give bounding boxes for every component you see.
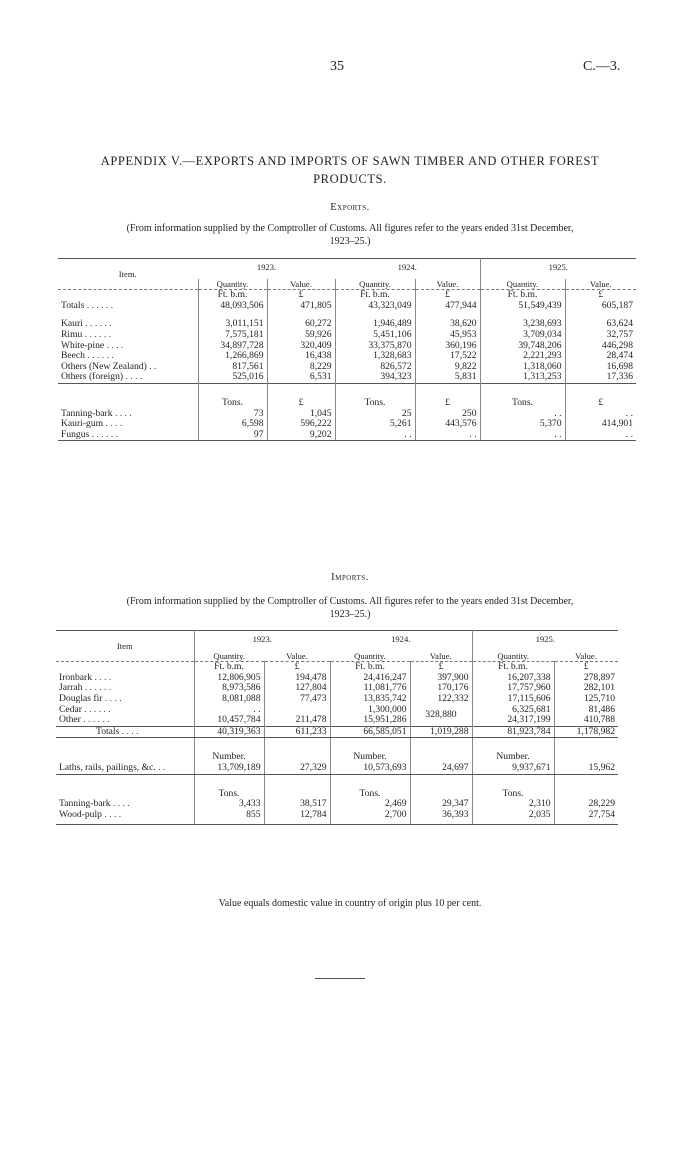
unit-label: £ [410, 662, 472, 673]
row-label: Other . . . . . . [59, 714, 110, 726]
table-cell: 73 [198, 409, 267, 420]
table-cell: 122,332 [410, 694, 472, 705]
table-cell: 127,804 [264, 683, 330, 694]
table-cell: 1,266,869 [198, 351, 267, 362]
table-cell: . . [480, 409, 565, 420]
imports-sub-quantity: Quantity. [330, 651, 410, 662]
unit-label: £ [415, 398, 480, 409]
table-cell: 1,318,060 [480, 362, 565, 373]
table-cell: 27,754 [554, 810, 618, 825]
table-cell: 394,323 [335, 372, 415, 383]
table-cell: 1,946,489 [335, 319, 415, 330]
table-cell: 125,710 [554, 694, 618, 705]
table-cell: 28,474 [565, 351, 636, 362]
table-cell: 605,187 [565, 301, 636, 312]
table-cell: 1,300,000 [330, 705, 410, 716]
table-cell: 33,375,870 [335, 341, 415, 352]
unit-label: £ [415, 290, 480, 301]
table-cell: 282,101 [554, 683, 618, 694]
exports-heading: Exports. [330, 202, 370, 213]
row-label: Rimu . . . . . . [61, 328, 112, 340]
imports-footnote: Value equals domestic value in country of origin plus 10 per cent. [218, 898, 482, 909]
unit-label: Ft. b.m. [330, 662, 410, 673]
table-cell: 16,698 [565, 362, 636, 373]
table-cell: . . [194, 705, 264, 716]
table-cell: 2,221,293 [480, 351, 565, 362]
table-row [56, 763, 618, 774]
table-cell: 250 [415, 409, 480, 420]
table-row [56, 715, 618, 726]
row-label: Wood-pulp . . . . [56, 810, 194, 825]
table-cell: 29,347 [410, 799, 472, 810]
row-label: Kauri . . . . . . [61, 318, 112, 330]
table-cell: 817,561 [198, 362, 267, 373]
table-cell: 443,576 [415, 419, 480, 430]
table-cell: 48,093,506 [198, 301, 267, 312]
exports-source-note [60, 222, 640, 248]
unit-label: Ft. b.m. [480, 290, 565, 301]
table-cell: 6,598 [198, 419, 267, 430]
table-cell: 8,081,088 [194, 694, 264, 705]
unit-label: £ [565, 398, 636, 409]
table-cell: 7,575,181 [198, 330, 267, 341]
row-label: Cedar . . . . . . [59, 703, 111, 715]
table-cell: 278,897 [554, 673, 618, 684]
unit-label: £ [565, 290, 636, 301]
table-cell: 11,081,776 [330, 683, 410, 694]
unit-label: Tons. [472, 789, 554, 800]
row-label: Beech . . . . . . [61, 350, 114, 362]
table-cell: . . [565, 430, 636, 441]
appendix-title-line1: APPENDIX V.—EXPORTS AND IMPORTS OF SAWN TIMBER AND OTHER FOREST [100, 154, 600, 168]
imports-col-item: Item [56, 631, 194, 662]
row-label: Others (foreign) . . . . [61, 371, 143, 383]
unit-label: Tons. [330, 789, 410, 800]
table-cell: 477,944 [415, 301, 480, 312]
exports-note-line1: (From information supplied by the Comptroller of Customs. All figures refer to the years ended 31st December, [126, 223, 574, 234]
exports-note-line2: 1923–25.) [329, 236, 371, 247]
imports-sub-quantity: Quantity. [194, 651, 264, 662]
table-cell: 77,473 [264, 694, 330, 705]
unit-label: Ft. b.m. [194, 662, 264, 673]
table-cell: 596,222 [267, 419, 335, 430]
table-cell: 6,531 [267, 372, 335, 383]
unit-label: Ft. b.m. [335, 290, 415, 301]
table-cell: 410,788 [554, 715, 618, 726]
table-cell: 51,549,439 [480, 301, 565, 312]
table-cell: 1,328,683 [335, 351, 415, 362]
imports-sub-quantity: Quantity. [472, 651, 554, 662]
unit-label: £ [264, 662, 330, 673]
exports-year-1923: 1923. [256, 262, 277, 272]
table-cell: 39,748,206 [480, 341, 565, 352]
table-cell: 45,953 [415, 330, 480, 341]
row-label: Tanning-bark . . . . [59, 798, 130, 810]
table-cell: 59,926 [267, 330, 335, 341]
end-rule [315, 978, 365, 979]
table-cell: 3,238,693 [480, 319, 565, 330]
table-row [56, 694, 618, 705]
table-cell: 17,522 [415, 351, 480, 362]
table-cell: 9,937,671 [472, 763, 554, 774]
table-cell: 97 [198, 430, 267, 441]
unit-label: £ [554, 662, 618, 673]
table-cell: 3,709,034 [480, 330, 565, 341]
table-cell: . . [415, 430, 480, 441]
table-cell: 397,900 [410, 673, 472, 684]
imports-year-1925: 1925. [472, 631, 618, 651]
table-cell: . . [480, 430, 565, 441]
unit-label: Ft. b.m. [472, 662, 554, 673]
table-cell: 525,016 [198, 372, 267, 383]
unit-label: £ [267, 290, 335, 301]
exports-sub-value: Value. [415, 279, 480, 290]
table-cell: 1,045 [267, 409, 335, 420]
imports-heading: Imports. [331, 572, 369, 583]
table-cell: 1,313,253 [480, 372, 565, 383]
exports-sub-value: Value. [267, 279, 335, 290]
appendix-title [40, 152, 660, 188]
exports-sub-quantity: Quantity. [480, 279, 565, 290]
table-cell: . . [335, 430, 415, 441]
table-cell: 360,196 [415, 341, 480, 352]
table-cell: 16,438 [267, 351, 335, 362]
table-cell: 446,298 [565, 341, 636, 352]
table-cell: 17,336 [565, 372, 636, 383]
table-row [56, 726, 618, 738]
cedar-other-combined-value: 328,880 [410, 705, 472, 727]
imports-sub-value: Value. [264, 651, 330, 662]
table-cell: 25 [335, 409, 415, 420]
exports-col-item: Item. [58, 259, 198, 290]
exports-sub-value: Value. [565, 279, 636, 290]
table-cell: 3,433 [194, 799, 264, 810]
imports-sub-value: Value. [554, 651, 618, 662]
row-label: Douglas fir . . . . [59, 692, 122, 704]
table-cell: 3,011,151 [198, 319, 267, 330]
table-cell: 1,019,288 [410, 726, 472, 738]
table-cell: 24,697 [410, 763, 472, 774]
table-cell: 9,822 [415, 362, 480, 373]
exports-sub-quantity: Quantity. [335, 279, 415, 290]
table-cell: 211,478 [264, 715, 330, 726]
table-cell: 2,035 [472, 810, 554, 825]
table-cell: 12,784 [264, 810, 330, 825]
table-cell: 9,202 [267, 430, 335, 441]
imports-year-1924: 1924. [391, 634, 411, 644]
document-reference: C.—3. [583, 59, 621, 74]
table-cell: 36,393 [410, 810, 472, 825]
table-row [58, 330, 636, 341]
imports-table [56, 630, 618, 825]
table-cell: 855 [194, 810, 264, 825]
table-cell: 28,229 [554, 799, 618, 810]
page-number: 35 [330, 59, 344, 74]
table-cell: 24,416,247 [330, 673, 410, 684]
table-cell: 320,409 [267, 341, 335, 352]
table-row [58, 372, 636, 383]
row-label: Ironbark . . . . [59, 671, 112, 683]
table-cell: 13,709,189 [194, 763, 264, 774]
table-cell: 66,585,051 [330, 726, 410, 738]
row-label: Kauri-gum . . . . [61, 418, 123, 430]
exports-table [58, 258, 636, 441]
table-row [58, 430, 636, 441]
table-cell: 17,757,960 [472, 683, 554, 694]
table-cell: 27,329 [264, 763, 330, 774]
unit-label: Tons. [335, 398, 415, 409]
table-cell: 12,806,905 [194, 673, 264, 684]
unit-label: Tons. [194, 789, 264, 800]
exports-sub-quantity: Quantity. [198, 279, 267, 290]
table-cell: 170,176 [410, 683, 472, 694]
row-label: Others (New Zealand) . . [61, 360, 157, 372]
table-cell: . . [565, 409, 636, 420]
table-row [58, 301, 636, 312]
row-label: Fungus . . . . . . [58, 430, 198, 441]
unit-label: Number. [330, 752, 410, 763]
table-row [58, 419, 636, 430]
table-cell: 17,115,606 [472, 694, 554, 705]
imports-source-note [60, 595, 640, 621]
row-label: White-pine . . . . [61, 339, 124, 351]
table-cell: 6,325,681 [472, 705, 554, 716]
table-cell: 194,478 [264, 673, 330, 684]
table-cell: 38,517 [264, 799, 330, 810]
row-label: Laths, rails, pailings, &c. . . [56, 763, 194, 774]
table-cell: 471,805 [267, 301, 335, 312]
exports-year-1924: 1924. [397, 262, 417, 272]
table-cell: 63,624 [565, 319, 636, 330]
table-cell: 81,923,784 [472, 726, 554, 738]
unit-label: Tons. [198, 398, 267, 409]
table-cell: 8,229 [267, 362, 335, 373]
table-cell: 2,700 [330, 810, 410, 825]
table-cell: 826,572 [335, 362, 415, 373]
table-cell: 15,951,286 [330, 715, 410, 726]
unit-label: Tons. [480, 398, 565, 409]
row-label: Totals . . . . . . [61, 299, 114, 311]
table-cell: 2,310 [472, 799, 554, 810]
table-cell: 24,317,199 [472, 715, 554, 726]
row-label: Tanning-bark . . . . [61, 407, 132, 419]
table-cell: 13,835,742 [330, 694, 410, 705]
table-cell: 38,620 [415, 319, 480, 330]
table-cell: 414,901 [565, 419, 636, 430]
table-cell: 43,323,049 [335, 301, 415, 312]
table-cell: 5,370 [480, 419, 565, 430]
table-cell: 1,178,982 [554, 726, 618, 738]
imports-note-line2: 1923–25.) [329, 609, 371, 620]
table-cell: 5,831 [415, 372, 480, 383]
table-cell: 10,573,693 [330, 763, 410, 774]
exports-year-1925: 1925. [480, 259, 636, 279]
table-cell: 10,457,784 [194, 715, 264, 726]
table-cell: 5,261 [335, 419, 415, 430]
table-cell: 81,486 [554, 705, 618, 716]
table-cell: 16,207,338 [472, 673, 554, 684]
imports-sub-value: Value. [410, 651, 472, 662]
table-cell: 611,233 [264, 726, 330, 738]
row-label: Totals . . . . [56, 726, 194, 738]
table-cell: 60,272 [267, 319, 335, 330]
table-cell: 32,757 [565, 330, 636, 341]
row-label: Jarrah . . . . . . [59, 682, 112, 694]
appendix-title-line2: PRODUCTS. [313, 172, 387, 186]
table-cell: 8,973,586 [194, 683, 264, 694]
imports-year-1923: 1923. [194, 631, 330, 651]
unit-label: Ft. b.m. [198, 290, 267, 301]
table-cell: 40,319,363 [194, 726, 264, 738]
unit-label: Number. [472, 752, 554, 763]
table-cell: 15,962 [554, 763, 618, 774]
table-cell: 34,897,728 [198, 341, 267, 352]
table-row [56, 810, 618, 825]
unit-label: £ [267, 398, 335, 409]
unit-label: Number. [194, 752, 264, 763]
imports-note-line1: (From information supplied by the Comptroller of Customs. All figures refer to the years ended 31st December, [126, 596, 574, 607]
table-cell: 2,469 [330, 799, 410, 810]
table-cell: 5,451,106 [335, 330, 415, 341]
